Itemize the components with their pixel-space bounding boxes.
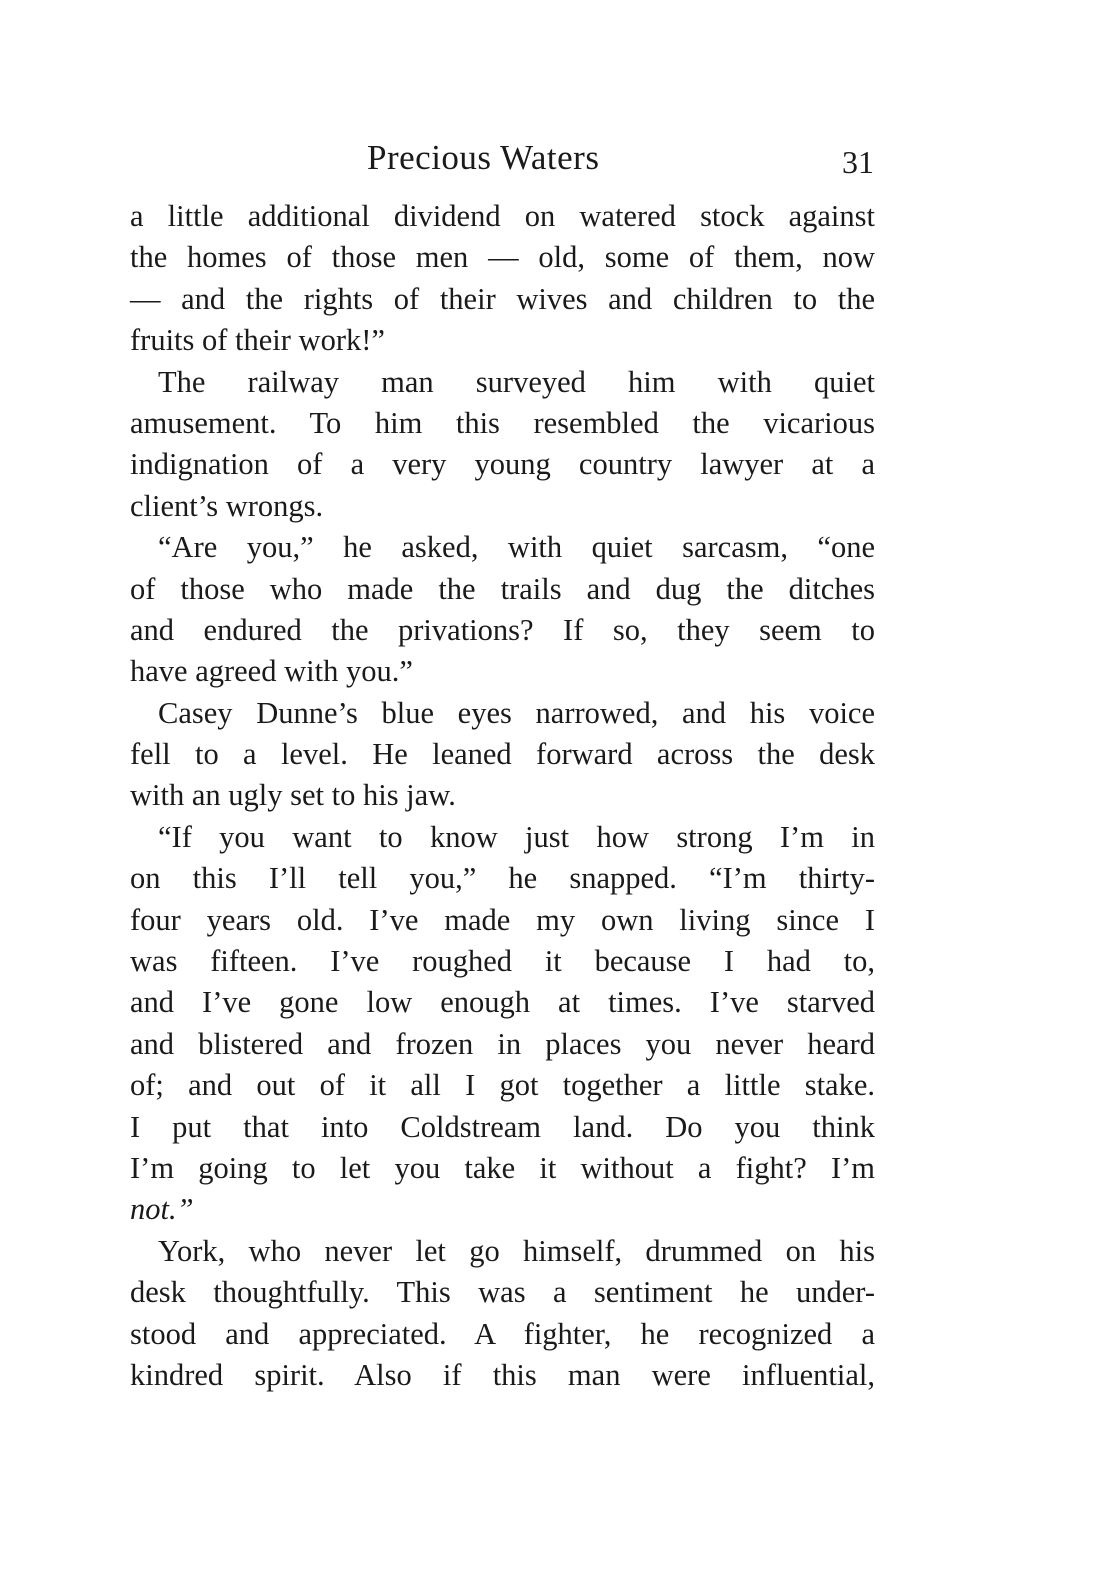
text-line: kindred spirit. Also if this man were influential, [130, 1357, 875, 1392]
text-line: fruits of their work!” [130, 323, 385, 358]
text-line: stood and appreciated. A fighter, he recognized a [130, 1316, 875, 1351]
text-line: The railway man surveyed him with quiet [158, 364, 875, 399]
page-header [130, 138, 880, 188]
text-line: I put that into Coldstream land. Do you think [130, 1109, 875, 1144]
text-line: and blistered and frozen in places you never heard [130, 1026, 875, 1061]
text-line: “Are you,” he asked, with quiet sarcasm, “one [158, 530, 875, 565]
text-line: desk thoughtfully. This was a sentiment he under- [130, 1275, 875, 1310]
text-line: client’s wrongs. [130, 488, 324, 523]
text-line: was fifteen. I’ve roughed it because I had to, [130, 944, 875, 979]
text-line: with an ugly set to his jaw. [130, 778, 456, 813]
text-line: — and the rights of their wives and children to the [130, 281, 875, 316]
text-line: on this I’ll tell you,” he snapped. “I’m thirty- [130, 861, 875, 896]
running-head: Precious Waters [367, 138, 600, 177]
body-text [130, 196, 875, 1396]
page-number: 31 [842, 144, 874, 180]
text-line: “If you want to know just how strong I’m in [158, 819, 875, 854]
text-line: the homes of those men — old, some of them, now [130, 240, 875, 275]
text-line: fell to a level. He leaned forward across the desk [130, 737, 875, 772]
text-line: of those who made the trails and dug the ditches [130, 571, 875, 606]
text-line: Casey Dunne’s blue eyes narrowed, and his voice [158, 695, 875, 730]
text-line: indignation of a very young country lawyer at a [130, 447, 875, 482]
text-line: of; and out of it all I got together a little stake. [130, 1068, 875, 1103]
text-line: and endured the privations? If so, they seem to [130, 612, 875, 647]
text-line: have agreed with you.” [130, 654, 413, 689]
text-line: a little additional dividend on watered stock against [130, 199, 875, 233]
text-line: amusement. To him this resembled the vicarious [130, 405, 875, 440]
text-line: four years old. I’ve made my own living since I [130, 902, 875, 937]
text-line: York, who never let go himself, drummed on his [158, 1233, 875, 1268]
text-line: I’m going to let you take it without a fight? I’m [130, 1150, 875, 1185]
text-line: and I’ve gone low enough at times. I’ve starved [130, 985, 875, 1020]
text-line: not.” [130, 1192, 194, 1227]
